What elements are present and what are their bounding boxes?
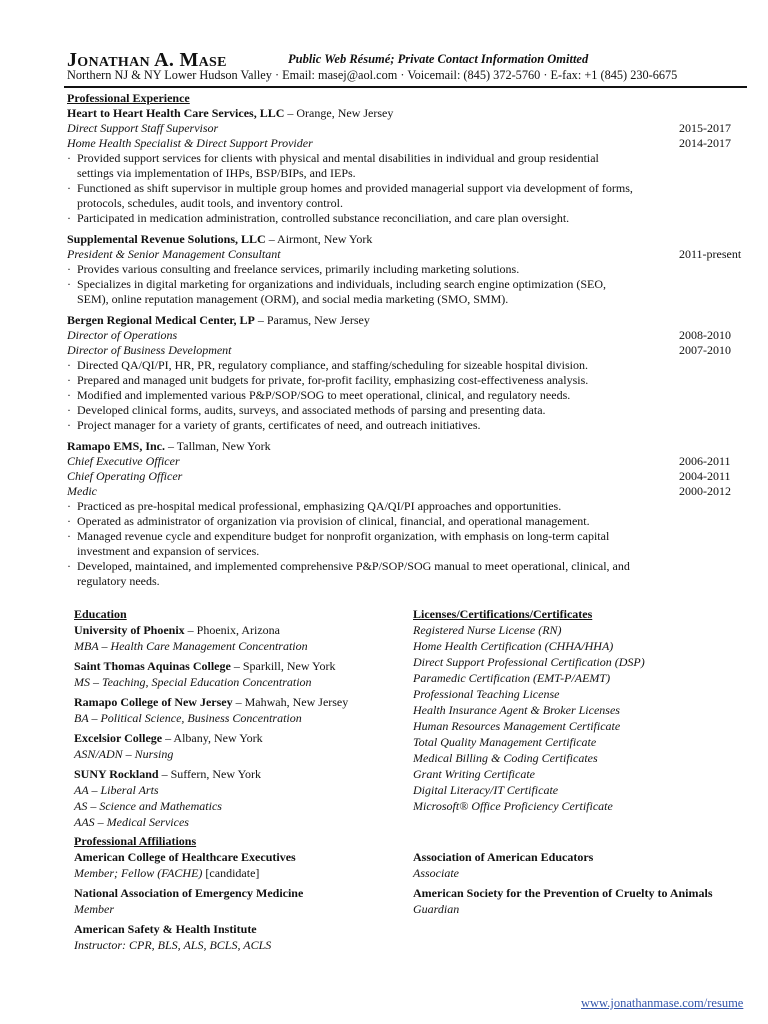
affiliation-role-line: [413, 902, 753, 918]
affiliation-name: American Safety & Health Institute: [74, 922, 257, 936]
school-entry: [74, 695, 404, 727]
affiliation-entry: [413, 850, 753, 882]
role-title: Medic: [67, 484, 97, 498]
license-item: Registered Nurse License (RN): [413, 623, 562, 637]
role-title: Home Health Specialist & Direct Support Provider: [67, 136, 313, 150]
resume-tagline: Public Web Résumé; Private Contact Information Omitted: [288, 52, 589, 66]
license-item: Grant Writing Certificate: [413, 767, 535, 781]
job-employer: [67, 439, 747, 454]
affiliation-name: American College of Healthcare Executives: [74, 850, 296, 864]
employer-location: – Paramus, New Jersey: [254, 313, 370, 327]
role-dates: 2007-2010: [679, 343, 731, 357]
job-role: [67, 469, 747, 484]
affiliations-left: [74, 834, 404, 958]
education-section: [74, 607, 404, 835]
license-item: Digital Literacy/IT Certificate: [413, 783, 559, 797]
degree: AAS – Medical Services: [74, 815, 189, 829]
affiliation-note: [candidate]: [202, 866, 260, 880]
degree: MBA – Health Care Management Concentration: [74, 639, 308, 653]
job-bullet: · Practiced as pre-hospital medical professional, emphasizing QA/QI/PI approaches and opportunities.: [67, 499, 637, 514]
employer-location: – Orange, New Jersey: [284, 106, 394, 120]
affiliation-entry: [74, 886, 404, 918]
school-entry: [74, 623, 404, 655]
school-location: – Phoenix, Arizona: [184, 623, 280, 637]
role-title: Director of Business Development: [67, 343, 232, 357]
licenses-section: [413, 607, 743, 815]
school-name: SUNY Rockland: [74, 767, 159, 781]
affiliation-role-line: [74, 902, 404, 918]
license-item: Total Quality Management Certificate: [413, 735, 597, 749]
affiliation-name: American Society for the Prevention of Cruelty to Animals: [413, 886, 713, 900]
affiliation-name: National Association of Emergency Medicine: [74, 886, 304, 900]
role-title: President & Senior Management Consultant: [67, 247, 281, 261]
experience-heading: Professional Experience: [67, 91, 190, 105]
role-dates: 2000-2012: [679, 484, 731, 498]
role-dates: 2008-2010: [679, 328, 731, 342]
school-location: – Sparkill, New York: [230, 659, 336, 673]
affiliation-role-line: [74, 938, 404, 954]
job-role: [67, 454, 747, 469]
job-bullet: · Operated as administrator of organization via provision of clinical, financial, and operational management.: [67, 514, 637, 529]
affiliation-entry: [74, 922, 404, 954]
job-bullet: · Modified and implemented various P&P/SOP/SOG to meet operational, clinical, and regulatory needs.: [67, 388, 637, 403]
role-dates: 2004-2011: [679, 469, 731, 483]
role-title: Director of Operations: [67, 328, 178, 342]
affiliation-role: Guardian: [413, 902, 460, 916]
contact-line: Northern NJ & NY Lower Hudson Valley · Email: masej@aol.com · Voicemail: (845) 372-5760 · E-fax: +1 (845) 230-6675: [67, 68, 678, 82]
school-location: – Mahwah, New Jersey: [232, 695, 349, 709]
degree: AS – Science and Mathematics: [74, 799, 222, 813]
job-role: [67, 247, 747, 262]
license-item: Medical Billing & Coding Certificates: [413, 751, 598, 765]
school-line: [74, 731, 404, 747]
education-heading: Education: [74, 607, 127, 621]
degree: AA – Liberal Arts: [74, 783, 159, 797]
job-bullet: · Managed revenue cycle and expenditure budget for nonprofit organization, with emphasis on long-term capital investment and expansion of services.: [67, 529, 637, 559]
role-title: Direct Support Staff Supervisor: [67, 121, 219, 135]
license-item: Microsoft® Office Proficiency Certificate: [413, 799, 613, 813]
degree: ASN/ADN – Nursing: [74, 747, 174, 761]
job-role: [67, 328, 747, 343]
role-dates: 2006-2011: [679, 454, 731, 468]
license-item: Human Resources Management Certificate: [413, 719, 621, 733]
license-item: Paramedic Certification (EMT-P/AEMT): [413, 671, 611, 685]
job-employer: [67, 106, 747, 121]
license-item: Direct Support Professional Certification (DSP): [413, 655, 645, 669]
school-name: University of Phoenix: [74, 623, 185, 637]
affiliation-role-line: [74, 866, 404, 882]
employer-name: Bergen Regional Medical Center, LP: [67, 313, 255, 327]
experience-section: [67, 91, 747, 589]
school-entry: [74, 659, 404, 691]
license-item: Professional Teaching License: [413, 687, 560, 701]
job-bullet: · Developed, maintained, and implemented comprehensive P&P/SOP/SOG manual to meet operational, clinical, and regulatory needs.: [67, 559, 637, 589]
employer-name: Heart to Heart Health Care Services, LLC: [67, 106, 285, 120]
school-line: [74, 623, 404, 639]
job-bullet: · Directed QA/QI/PI, HR, PR, regulatory compliance, and staffing/scheduling for sizeable hospital division.: [67, 358, 637, 373]
resume-name: Jonathan A. Mase: [67, 49, 227, 71]
job-bullet: · Provides various consulting and freelance services, primarily including marketing solutions.: [67, 262, 637, 277]
role-title: Chief Operating Officer: [67, 469, 183, 483]
affiliations-heading: Professional Affiliations: [74, 834, 197, 848]
school-location: – Albany, New York: [162, 731, 263, 745]
school-entry: [74, 731, 404, 763]
affiliation-role: Associate: [413, 866, 459, 880]
degree: MS – Teaching, Special Education Concentration: [74, 675, 312, 689]
job-employer: [67, 232, 747, 247]
licenses-heading: Licenses/Certifications/Certificates: [413, 607, 593, 621]
employer-location: – Tallman, New York: [165, 439, 271, 453]
school-line: [74, 695, 404, 711]
job-role: [67, 136, 747, 151]
job-bullet: · Prepared and managed unit budgets for private, for-profit facility, emphasizing cost-effectiveness analysis.: [67, 373, 637, 388]
job-bullet: · Functioned as shift supervisor in multiple group homes and provided managerial support via development of forms, protocols, schedules, audit tools, and inventory control.: [67, 181, 637, 211]
affiliation-role: Instructor: CPR, BLS, ALS, BCLS, ACLS: [74, 938, 272, 952]
school-name: Ramapo College of New Jersey: [74, 695, 233, 709]
role-dates: 2015-2017: [679, 121, 731, 135]
school-entry: [74, 767, 404, 831]
license-item: Health Insurance Agent & Broker Licenses: [413, 703, 620, 717]
employer-name: Supplemental Revenue Solutions, LLC: [67, 232, 266, 246]
affiliation-entry: [74, 850, 404, 882]
job-bullet: · Provided support services for clients with physical and mental disabilities in individual and group residential settings via implementation of IHPs, BSP/BIPs, and IEPs.: [67, 151, 637, 181]
affiliation-role: Member; Fellow (FACHE): [74, 866, 203, 880]
school-location: – Suffern, New York: [158, 767, 262, 781]
resume-link[interactable]: www.jonathanmase.com/resume: [581, 996, 744, 1010]
employer-name: Ramapo EMS, Inc.: [67, 439, 166, 453]
job-role: [67, 484, 747, 499]
school-line: [74, 659, 404, 675]
affiliation-entry: [413, 886, 753, 918]
job-role: [67, 343, 747, 358]
degree: BA – Political Science, Business Concentration: [74, 711, 302, 725]
school-name: Excelsior College: [74, 731, 163, 745]
license-item: Home Health Certification (CHHA/HHA): [413, 639, 614, 653]
job-bullet: · Project manager for a variety of grants, certificates of need, and outreach initiatives.: [67, 418, 637, 433]
job-bullet: · Participated in medication administration, controlled substance reconciliation, and care plan oversight.: [67, 211, 637, 226]
job-bullet: · Specializes in digital marketing for organizations and individuals, including search engine optimization (SEO, SEM), online reputation management (ORM), and social media marketing (SMO, SMM).: [67, 277, 637, 307]
school-line: [74, 767, 404, 783]
role-title: Chief Executive Officer: [67, 454, 180, 468]
affiliations-right: [413, 850, 753, 922]
affiliation-name: Association of American Educators: [413, 850, 594, 864]
header-divider: [64, 86, 747, 88]
role-dates: 2014-2017: [679, 136, 731, 150]
role-dates: 2011-present: [679, 247, 742, 261]
job-bullet: · Developed clinical forms, audits, surveys, and associated methods of parsing and presenting data.: [67, 403, 637, 418]
job-role: [67, 121, 747, 136]
affiliation-role-line: [413, 866, 753, 882]
affiliation-role: Member: [74, 902, 114, 916]
employer-location: – Airmont, New York: [265, 232, 373, 246]
school-name: Saint Thomas Aquinas College: [74, 659, 231, 673]
job-employer: [67, 313, 747, 328]
